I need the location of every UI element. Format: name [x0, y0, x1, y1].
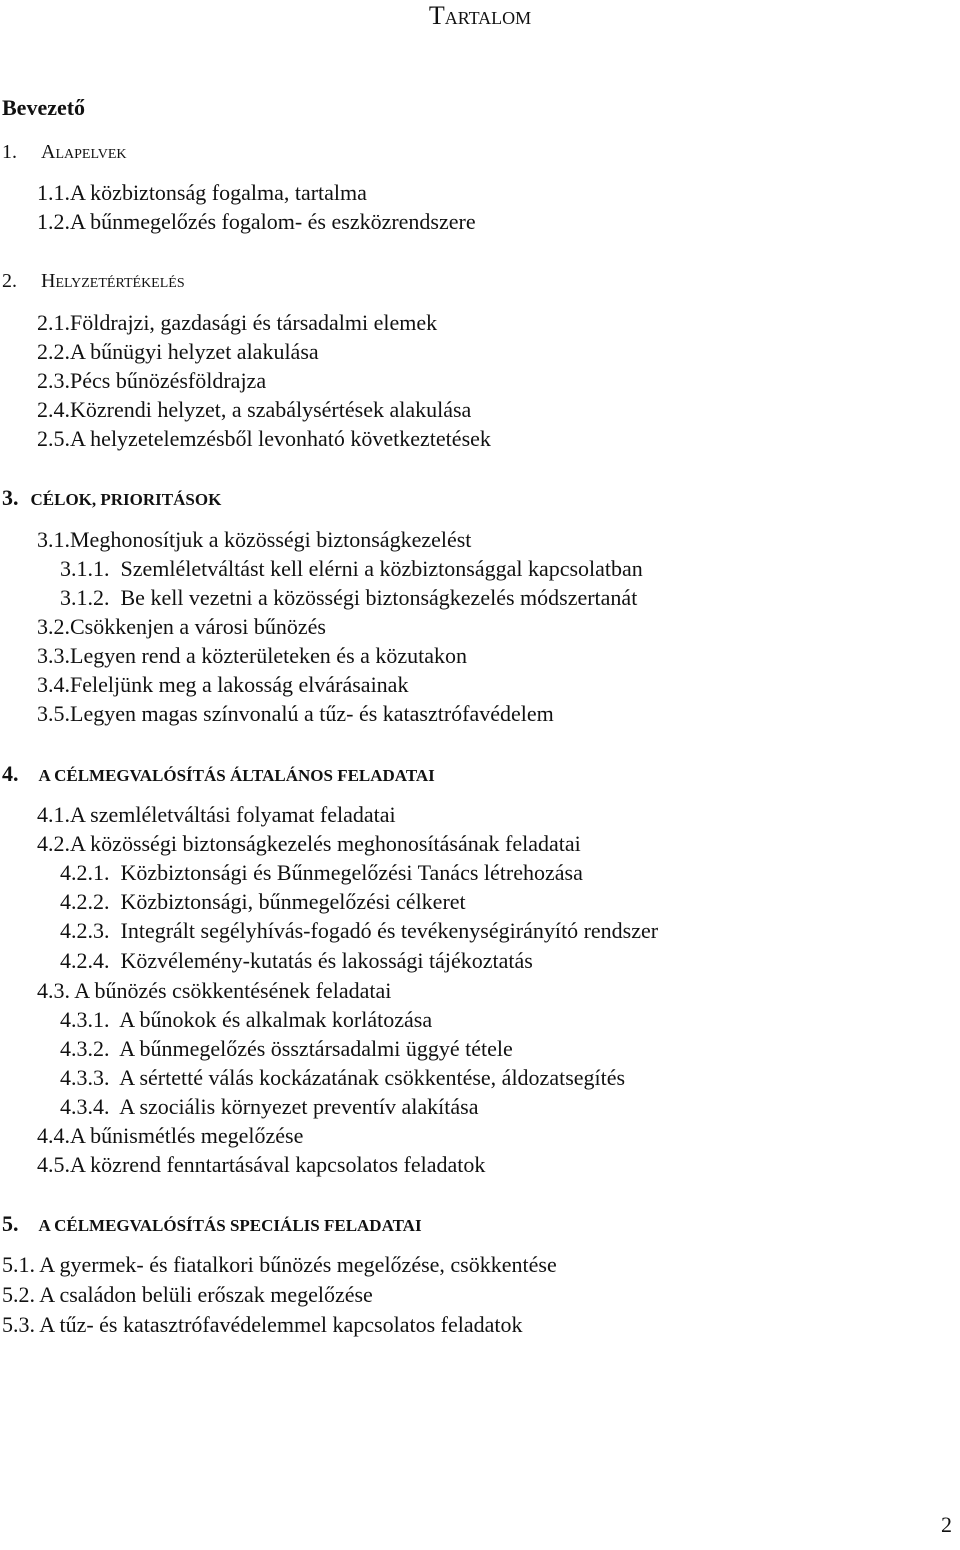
toc-entry-4-3-2: 4.3.2. A bűnmegelőzés össztársadalmi üggyé tétele [60, 1036, 513, 1061]
toc-entry-2-3: 2.3.Pécs bűnözésföldrajza [37, 368, 267, 393]
toc-entry-4-1: 4.1.A szemléletváltási folyamat feladatai [37, 802, 396, 827]
toc-entry-3-3: 3.3.Legyen rend a közterületeken és a közutakon [37, 643, 468, 668]
toc-entry-5-2: 5.2. A családon belüli erőszak megelőzése [2, 1282, 373, 1307]
section-1-title: Alapelvek [41, 141, 127, 163]
toc-entry-2-2: 2.2.A bűnügyi helyzet alakulása [37, 339, 319, 364]
toc-entry-4-2: 4.2.A közösségi biztonságkezelés meghonosításának feladatai [37, 831, 581, 856]
toc-entry-3-5: 3.5.Legyen magas színvonalú a tűz- és katasztrófavédelem [37, 701, 554, 726]
toc-entry-4-2-4: 4.2.4. Közvélemény-kutatás és lakossági tájékoztatás [60, 948, 533, 973]
section-2-number: 2. [2, 270, 17, 292]
toc-entry-4-3: 4.3. A bűnözés csökkentésének feladatai [37, 978, 392, 1003]
section-1-heading [2, 138, 126, 165]
toc-entry-4-2-3: 4.2.3. Integrált segélyhívás-fogadó és tevékenységirányító rendszer [60, 918, 659, 943]
section-3-title: CÉLOK, PRIORITÁSOK [30, 490, 222, 509]
toc-entry-4-3-4: 4.3.4. A szociális környezet preventív alakítása [60, 1094, 479, 1119]
section-4-title: A CÉLMEGVALÓSÍTÁS ÁLTALÁNOS FELADATAI [38, 766, 435, 785]
toc-entry-3-1-1: 3.1.1. Szemléletváltást kell elérni a közbiztonsággal kapcsolatban [60, 556, 643, 581]
section-5-heading [2, 1211, 422, 1239]
section-3-heading [2, 485, 221, 513]
page-title: Tartalom [428, 1, 532, 30]
section-5-title: A CÉLMEGVALÓSÍTÁS SPECIÁLIS FELADATAI [38, 1216, 422, 1235]
section-2-title: Helyzetértékelés [41, 270, 185, 292]
toc-entry-2-1: 2.1.Földrajzi, gazdasági és társadalmi elemek [37, 310, 438, 335]
section-4-heading [2, 761, 435, 789]
page-number: 2 [941, 1512, 952, 1537]
toc-entry-4-2-1: 4.2.1. Közbiztonsági és Bűnmegelőzési Tanács létrehozása [60, 860, 583, 885]
toc-entry-3-1: 3.1.Meghonosítjuk a közösségi biztonságkezelést [37, 527, 472, 552]
section-4-number: 4. [2, 761, 19, 786]
toc-entry-3-4: 3.4.Feleljünk meg a lakosság elvárásainak [37, 672, 409, 697]
toc-entry-4-3-1: 4.3.1. A bűnokok és alkalmak korlátozása [60, 1007, 433, 1032]
section-5-number: 5. [2, 1211, 19, 1236]
toc-entry-3-2: 3.2.Csökkenjen a városi bűnözés [37, 614, 326, 639]
toc-entry-3-1-2: 3.1.2. Be kell vezetni a közösségi biztonságkezelés módszertanát [60, 585, 638, 610]
section-1-number: 1. [2, 141, 17, 163]
toc-entry-4-3-3: 4.3.3. A sértetté válás kockázatának csökkentése, áldozatsegítés [60, 1065, 626, 1090]
intro-heading: Bevezető [2, 95, 86, 120]
toc-entry-4-4: 4.4.A bűnismétlés megelőzése [37, 1123, 304, 1148]
section-3-number: 3. [2, 485, 19, 510]
toc-entry-1-2: 1.2.A bűnmegelőzés fogalom- és eszközrendszere [37, 209, 476, 234]
toc-entry-4-2-2: 4.2.2. Közbiztonsági, bűnmegelőzési célkeret [60, 889, 466, 914]
toc-entry-2-5: 2.5.A helyzetelemzésből levonható következtetések [37, 426, 491, 451]
toc-entry-1-1: 1.1.A közbiztonság fogalma, tartalma [37, 180, 367, 205]
section-2-heading [2, 267, 185, 294]
toc-entry-2-4: 2.4.Közrendi helyzet, a szabálysértések alakulása [37, 397, 472, 422]
toc-entry-5-1: 5.1. A gyermek- és fiatalkori bűnözés megelőzése, csökkentése [2, 1252, 557, 1277]
toc-entry-4-5: 4.5.A közrend fenntartásával kapcsolatos feladatok [37, 1152, 486, 1177]
toc-entry-5-3: 5.3. A tűz- és katasztrófavédelemmel kapcsolatos feladatok [2, 1312, 523, 1337]
